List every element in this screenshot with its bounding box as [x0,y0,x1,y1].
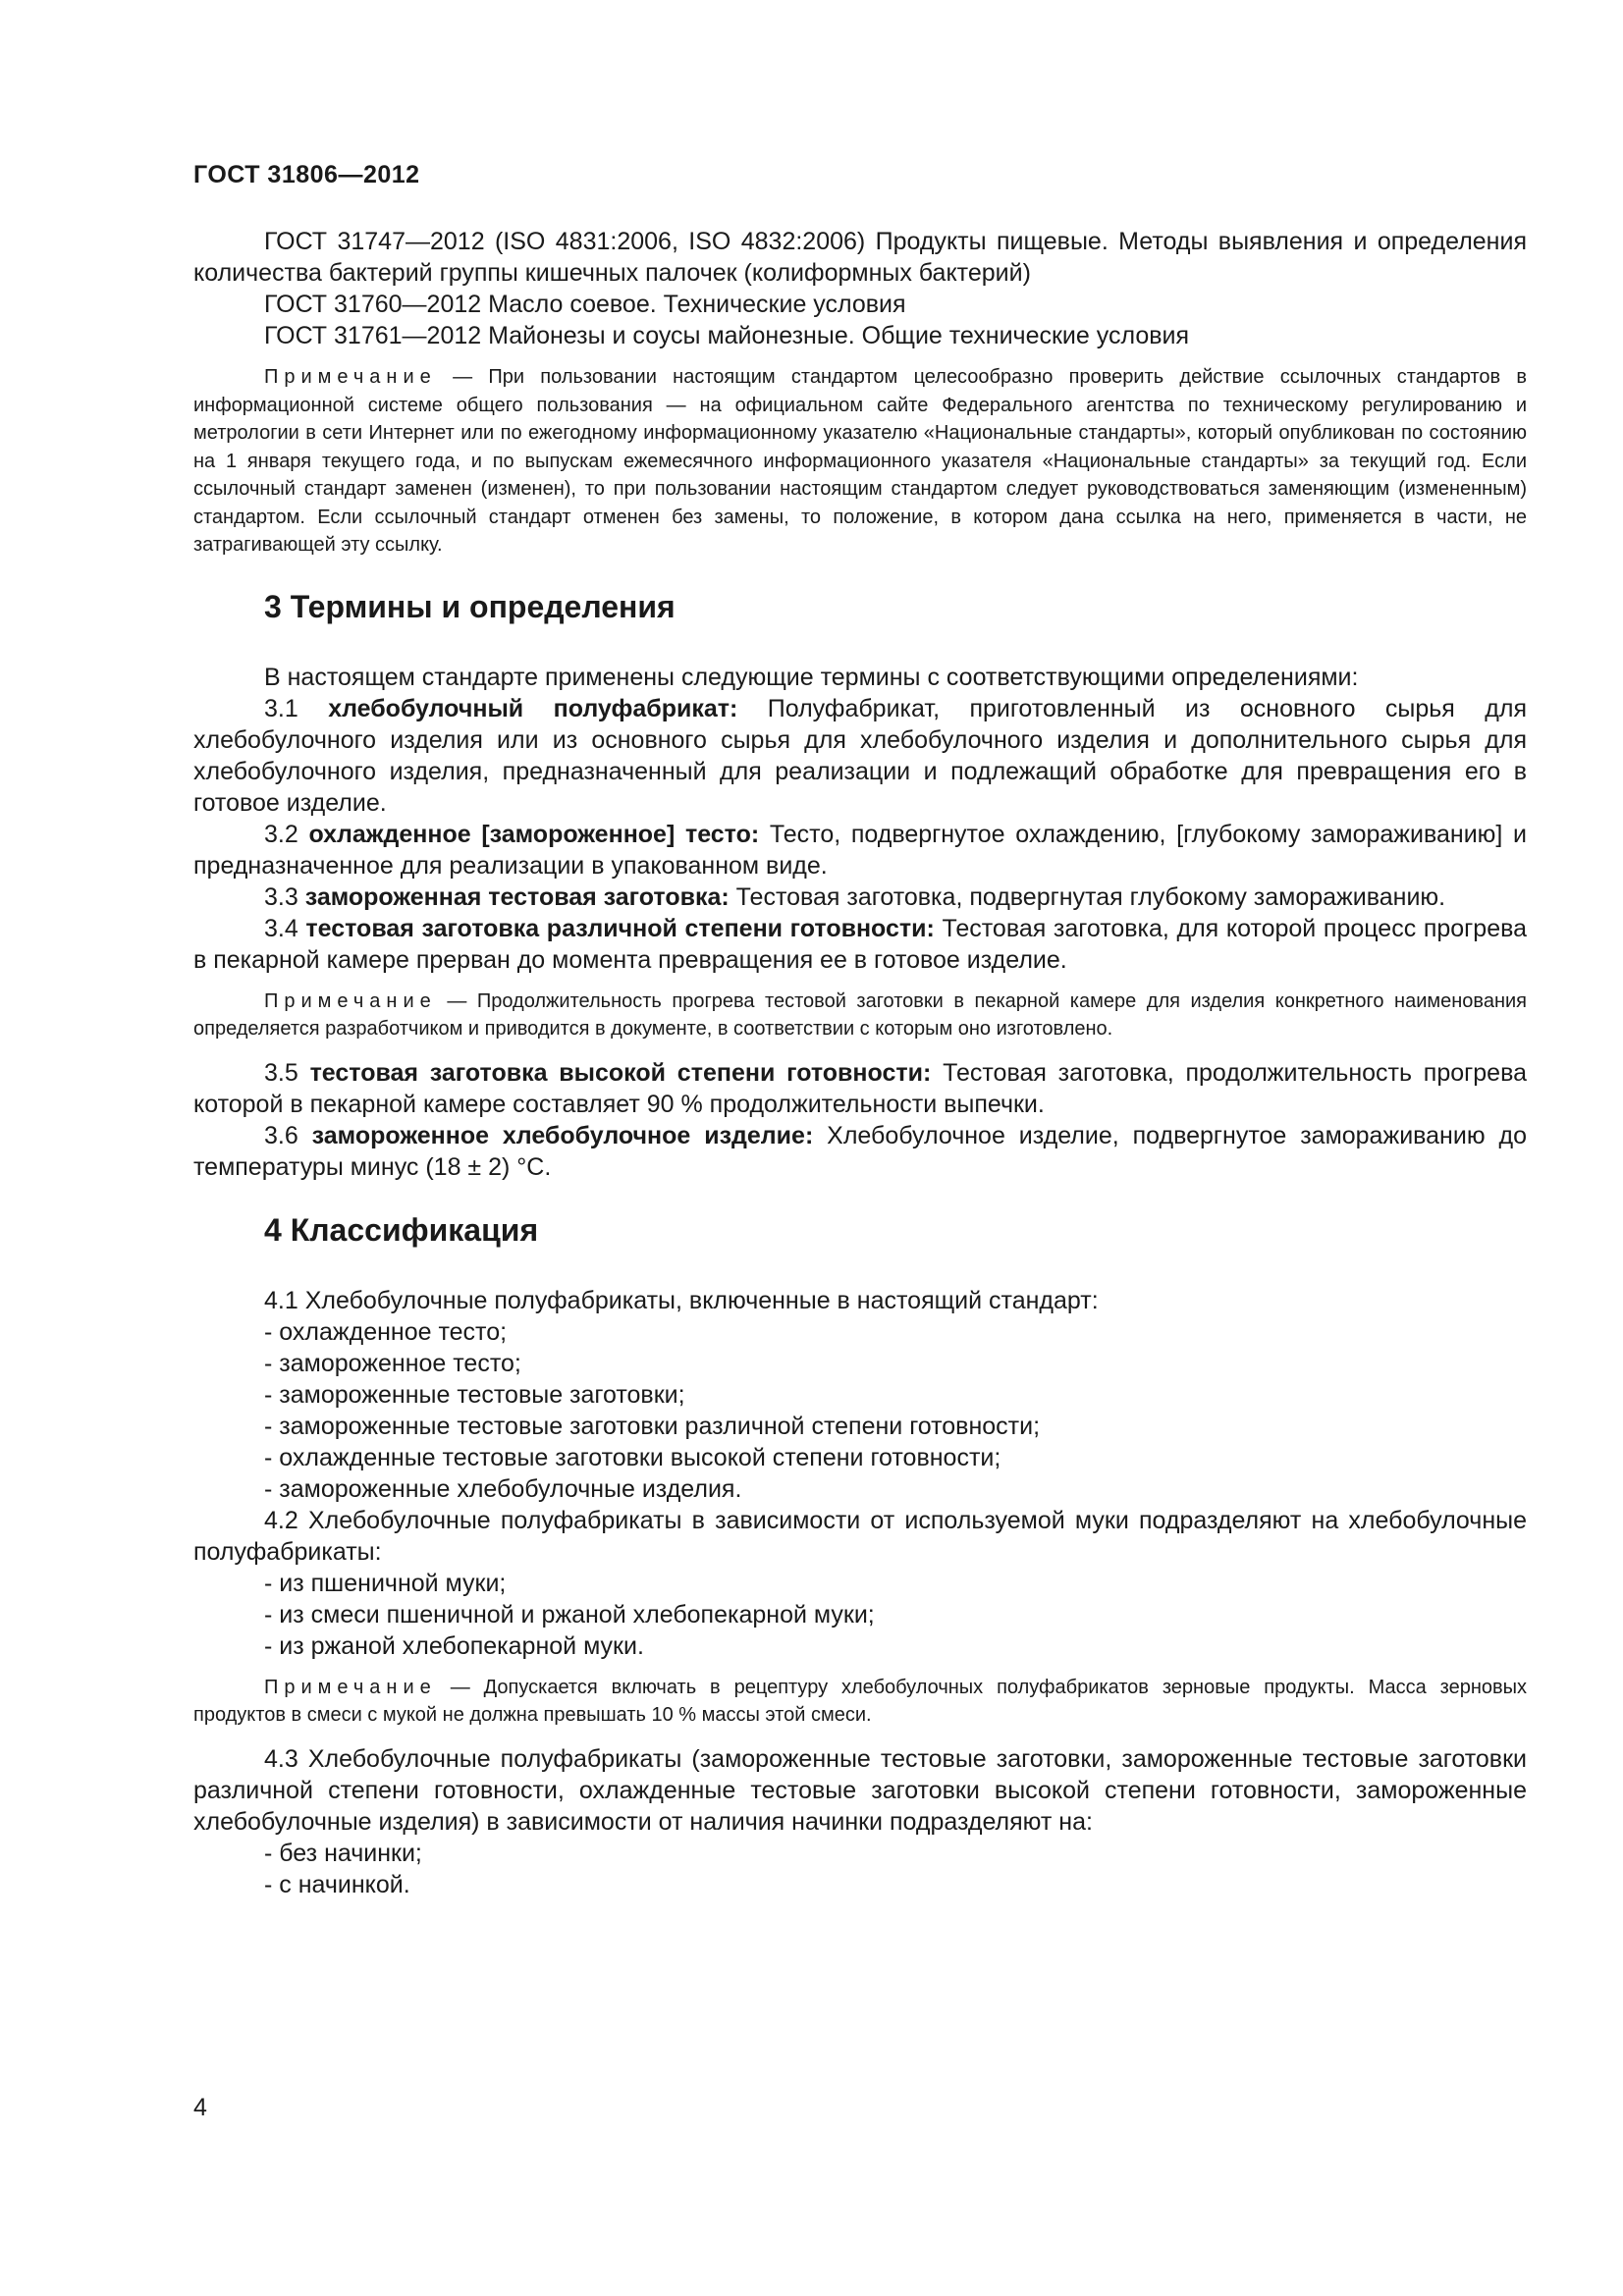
term-name: замороженная тестовая заготовка: [304,882,730,911]
term-3-2 [193,819,1527,881]
page-content [193,226,1527,1900]
section-4-title: 4 Классификация [264,1211,539,1248]
list-item: - без начинки; [264,1839,422,1867]
term-3-6 [193,1120,1527,1183]
reference-item: ГОСТ 31760—2012 Масло соевое. Технические условия [264,291,906,318]
list-item: - из ржаной хлебопекарной муки. [264,1631,644,1660]
list-item: - с начинкой. [264,1870,410,1898]
term-3-3 [193,881,1527,913]
term-definition: Хлебобулочное изделие, подвергнутое замораживанию до температуры минус (18 ± 2) °С. [193,1121,1527,1181]
reference-item: ГОСТ 31761—2012 Майонезы и соусы майонезные. Общие технические условия [264,322,1190,349]
term-3-1 [193,693,1527,819]
note-section-3 [193,988,1527,1043]
term-number: 3.4 [264,914,298,942]
term-definition: Тестовая заготовка, для которой процесс прогрева в пекарной камере прерван до момента превращения ее в готовое изделие. [193,914,1527,974]
note-label: Примечание [264,989,437,1012]
note-text: — Продолжительность прогрева тестовой заготовки в пекарной камере для изделия конкретного наименования определяется разработчиком и приводится в документе, в соответствии с которым оно изготовлено. [193,989,1527,1040]
list-item: - замороженные хлебобулочные изделия. [264,1474,742,1503]
term-number: 3.3 [264,882,298,911]
term-name: охлажденное [замороженное] тесто: [308,820,760,848]
term-name: хлебобулочный полуфабрикат: [328,694,738,722]
note-references [193,363,1527,560]
list-item: - замороженное тесто; [264,1349,521,1377]
term-name: замороженное хлебобулочное изделие: [311,1121,814,1149]
list-item: - из смеси пшеничной и ржаной хлебопекарной муки; [264,1600,875,1629]
term-number: 3.6 [264,1121,298,1149]
note-section-4 [193,1674,1527,1730]
note-label: Примечание [264,1676,437,1698]
term-name: тестовая заготовка различной степени готовности: [305,914,935,942]
term-number: 3.1 [264,694,298,722]
term-definition: Тесто, подвергнутое охлаждению, [глубокому замораживанию] и предназначенное для реализации в упакованном виде. [193,820,1527,880]
list-item: - замороженные тестовые заготовки; [264,1380,685,1409]
clause-4-1: 4.1 Хлебобулочные полуфабрикаты, включенные в настоящий стандарт: [264,1286,1099,1314]
term-definition: Тестовая заготовка, продолжительность прогрева которой в пекарной камере составляет 90 % продолжительности выпечки. [193,1058,1527,1118]
term-3-5 [193,1057,1527,1120]
term-number: 3.2 [264,820,298,848]
clause-4-2: 4.2 Хлебобулочные полуфабрикаты в зависимости от используемой муки подразделяют на хлебобулочные полуфабрикаты: [193,1506,1527,1566]
list-item: - охлажденное тесто; [264,1317,508,1346]
document-header: ГОСТ 31806—2012 [193,161,420,188]
page-number: 4 [193,2094,207,2121]
note-text: — Допускается включать в рецептуру хлебобулочных полуфабрикатов зерновые продукты. Масса зерновых продуктов в смеси с мукой не должна превышать 10 % массы этой смеси. [193,1676,1527,1726]
reference-item: ГОСТ 31747—2012 (ISO 4831:2006, ISO 4832:2006) Продукты пищевые. Методы выявления и определения количества бактерий группы кишечных палочек (колиформных бактерий) [193,228,1527,287]
section-3-title: 3 Термины и определения [264,588,676,624]
term-3-4 [193,913,1527,976]
list-item: - из пшеничной муки; [264,1569,507,1597]
term-number: 3.5 [264,1058,298,1087]
term-definition: Тестовая заготовка, подвергнутая глубокому замораживанию. [735,882,1446,911]
section-3-intro: В настоящем стандарте применены следующие термины с соответствующими определениями: [264,663,1359,691]
list-item: - замороженные тестовые заготовки различной степени готовности; [264,1412,1041,1440]
term-name: тестовая заготовка высокой степени готовности: [309,1058,932,1087]
list-item: - охлажденные тестовые заготовки высокой степени готовности; [264,1443,1001,1471]
clause-4-3: 4.3 Хлебобулочные полуфабрикаты (замороженные тестовые заготовки, замороженные тестовые заготовки различной степени готовности, охлажденные тестовые заготовки высокой степени готовности, замороженные хлебобулочные изделия) в зависимости от наличия начинки подразделяют на: [193,1744,1527,1836]
note-text: — При пользовании настоящим стандартом целесообразно проверить действие ссылочных стандартов в информационной системе общего пользования — на официальном сайте Федерального агентства по техническому регулированию и метрологии в сети Интернет или по ежегодному информационному указателю «Национальные стандарты», который опубликован по состоянию на 1 января текущего года, и по выпускам ежемесячного информационного указателя «Национальные стандарты» за текущий год. Если ссылочный стандарт заменен (изменен), то при пользовании настоящим стандартом следует руководствоваться заменяющим (измененным) стандартом. Если ссылочный стандарт отменен без замены, то положение, в котором дана ссылка на него, применяется в части, не затрагивающей эту ссылку. [193,366,1527,556]
term-definition: Полуфабрикат, приготовленный из основного сырья для хлебобулочного изделия или из основного сырья для хлебобулочного изделия и дополнительного сырья для хлебобулочного изделия, предназначенный для реализации и подлежащий обработке для превращения его в готовое изделие. [193,694,1527,817]
note-label: Примечание [264,366,437,388]
